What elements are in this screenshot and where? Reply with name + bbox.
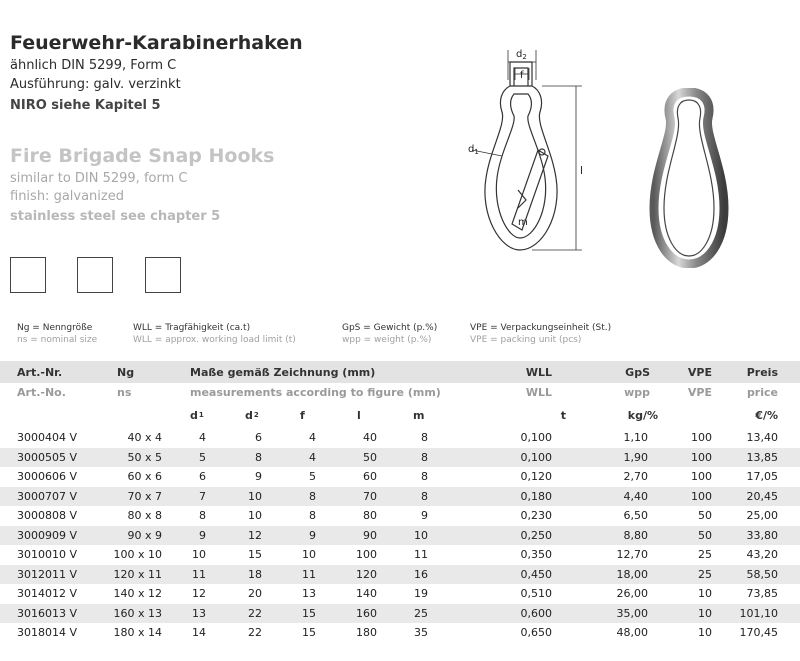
cell-m: 11	[414, 548, 428, 562]
cell-f: 8	[309, 489, 316, 503]
cell-d2: 10	[248, 489, 262, 503]
unit-gps-kg: kg/%	[627, 408, 658, 422]
cell-wll: 0,510	[520, 587, 552, 601]
cell-gps: 1,90	[623, 450, 648, 464]
cell-art-nr: 3014012 V	[17, 587, 78, 601]
cell-ng: 50 x 5	[127, 450, 162, 464]
cell-art-nr: 3000808 V	[17, 509, 78, 523]
drawing-label-d1: $d_1$	[468, 144, 479, 156]
cell-gps: 4,40	[623, 489, 648, 503]
cell-vpe: 10	[698, 626, 712, 640]
cell-d1: 12	[192, 587, 206, 601]
cell-l: 50	[363, 450, 377, 464]
table-row	[0, 565, 800, 585]
cell-d1: 14	[192, 626, 206, 640]
header-measurements: measurements according to figure (mm)	[190, 386, 441, 399]
subtitle-english-finish: finish: galvanized	[10, 189, 124, 204]
cell-ng: 40 x 4	[127, 431, 162, 445]
table-row	[0, 526, 800, 546]
cell-gps: 18,00	[616, 567, 648, 581]
cell-l: 90	[363, 528, 377, 542]
cell-wll: 0,650	[520, 626, 552, 640]
cell-f: 9	[309, 528, 316, 542]
unit-f: f	[300, 408, 305, 422]
cell-ng: 60 x 6	[127, 470, 162, 484]
header-wpp: wpp	[624, 386, 650, 399]
cell-vpe: 50	[698, 509, 712, 523]
cell-d1: 5	[199, 450, 206, 464]
cell-gps: 6,50	[623, 509, 648, 523]
cell-art-nr: 3018014 V	[17, 626, 78, 640]
drawing-label-d2: $d_2$	[516, 49, 527, 61]
cell-vpe: 25	[698, 567, 712, 581]
cell-d1: 7	[199, 489, 206, 503]
cell-art-nr: 3000909 V	[17, 528, 78, 542]
header-vpe-en: VPE	[687, 386, 712, 399]
cell-vpe: 100	[691, 489, 712, 503]
cell-m: 8	[421, 470, 428, 484]
cell-l: 80	[363, 509, 377, 523]
cell-vpe: 25	[698, 548, 712, 562]
cell-d1: 11	[192, 567, 206, 581]
cell-gps: 8,80	[623, 528, 648, 542]
cell-ng: 140 x 12	[113, 587, 162, 601]
cell-f: 15	[302, 626, 316, 640]
cell-d2: 9	[255, 470, 262, 484]
unit-m: m	[413, 408, 425, 422]
subtitle-german-stainless: NIRO siehe Kapitel 5	[10, 98, 161, 113]
cell-d2: 10	[248, 509, 262, 523]
cell-m: 35	[414, 626, 428, 640]
cell-gps: 2,70	[623, 470, 648, 484]
cell-ng: 80 x 8	[127, 509, 162, 523]
cell-wll: 0,250	[520, 528, 552, 542]
product-table	[0, 361, 800, 643]
table-row	[0, 428, 800, 448]
table-header-units	[0, 402, 800, 428]
cell-d2: 22	[248, 606, 262, 620]
subtitle-german-standard: ähnlich DIN 5299, Form C	[10, 58, 177, 73]
table-row	[0, 623, 800, 643]
cell-wll: 0,230	[520, 509, 552, 523]
cell-art-nr: 3000505 V	[17, 450, 78, 464]
cell-vpe: 10	[698, 587, 712, 601]
snap-hook-product-photo	[648, 88, 730, 268]
cell-d2: 6	[255, 431, 262, 445]
cell-d2: 18	[248, 567, 262, 581]
cell-f: 10	[302, 548, 316, 562]
cell-ng: 90 x 9	[127, 528, 162, 542]
subtitle-english-standard: similar to DIN 5299, form C	[10, 171, 188, 186]
header-wll-en: WLL	[525, 386, 552, 399]
cell-gps: 48,00	[616, 626, 648, 640]
certificate-box-1	[10, 257, 46, 293]
cell-art-nr: 3000606 V	[17, 470, 78, 484]
header-ng: Ng	[117, 365, 135, 379]
cell-l: 120	[356, 567, 377, 581]
header-gps: GpS	[625, 365, 650, 379]
cell-wll: 0,350	[520, 548, 552, 562]
unit-d1: d 1	[190, 408, 204, 422]
certificate-box-3	[145, 257, 181, 293]
drawing-label-m: m	[518, 217, 528, 228]
table-row	[0, 604, 800, 624]
cell-price: 43,20	[746, 548, 778, 562]
cell-d2: 20	[248, 587, 262, 601]
cell-l: 40	[363, 431, 377, 445]
cell-d2: 12	[248, 528, 262, 542]
cell-gps: 26,00	[616, 587, 648, 601]
cell-price: 73,85	[746, 587, 778, 601]
table-row	[0, 448, 800, 468]
cell-vpe: 100	[691, 431, 712, 445]
cell-vpe: 10	[698, 606, 712, 620]
subtitle-german-finish: Ausführung: galv. verzinkt	[10, 77, 181, 92]
cell-d1: 6	[199, 470, 206, 484]
cell-vpe: 100	[691, 470, 712, 484]
legend-ng-german: Ng = Nenngröße	[17, 323, 93, 333]
legend-ng-english: ns = nominal size	[17, 335, 98, 345]
cell-art-nr: 3016013 V	[17, 606, 78, 620]
cell-wll: 0,180	[520, 489, 552, 503]
cell-m: 16	[414, 567, 428, 581]
cell-m: 8	[421, 450, 428, 464]
cell-m: 25	[414, 606, 428, 620]
cell-price: 101,10	[739, 606, 778, 620]
unit-wll-t: t	[560, 408, 566, 422]
cell-vpe: 100	[691, 450, 712, 464]
unit-d2: d 2	[245, 408, 259, 422]
cell-price: 58,50	[746, 567, 778, 581]
cell-price: 33,80	[746, 528, 778, 542]
cell-m: 9	[421, 509, 428, 523]
cell-d2: 8	[255, 450, 262, 464]
header-price-en: price	[746, 386, 778, 399]
cell-price: 17,05	[746, 470, 778, 484]
header-art-nr: Art.-Nr.	[17, 365, 63, 379]
header-wll: WLL	[525, 365, 552, 379]
cell-vpe: 50	[698, 528, 712, 542]
table-row	[0, 506, 800, 526]
cell-ng: 100 x 10	[113, 548, 162, 562]
header-price: Preis	[746, 365, 778, 379]
cell-gps: 12,70	[616, 548, 648, 562]
legend-gps-english: wpp = weight (p.%)	[342, 335, 432, 345]
table-row	[0, 487, 800, 507]
header-dimensions: Maße gemäß Zeichnung (mm)	[190, 365, 376, 379]
cell-f: 5	[309, 470, 316, 484]
cell-l: 100	[356, 548, 377, 562]
cell-art-nr: 3012011 V	[17, 567, 78, 581]
cell-ng: 180 x 14	[113, 626, 162, 640]
cell-l: 160	[356, 606, 377, 620]
cell-f: 8	[309, 509, 316, 523]
cell-f: 15	[302, 606, 316, 620]
cell-wll: 0,120	[520, 470, 552, 484]
title-german: Feuerwehr-Karabinerhaken	[10, 32, 303, 54]
cell-wll: 0,450	[520, 567, 552, 581]
cell-price: 25,00	[746, 509, 778, 523]
cell-f: 4	[309, 431, 316, 445]
unit-l: l	[357, 408, 361, 422]
legend-wll-english: WLL = approx. working load limit (t)	[133, 335, 296, 345]
snap-hook-technical-drawing	[462, 40, 602, 265]
cell-m: 8	[421, 489, 428, 503]
cell-f: 13	[302, 587, 316, 601]
unit-price-eur: €/%	[755, 408, 778, 422]
cell-price: 13,40	[746, 431, 778, 445]
drawing-label-f: f	[520, 70, 524, 81]
subtitle-english-stainless: stainless steel see chapter 5	[10, 209, 221, 224]
cell-d2: 15	[248, 548, 262, 562]
cell-art-nr: 3010010 V	[17, 548, 78, 562]
cell-m: 8	[421, 431, 428, 445]
legend-gps-german: GpS = Gewicht (p.%)	[342, 323, 438, 333]
cell-ng: 120 x 11	[113, 567, 162, 581]
legend-vpe-german: VPE = Verpackungseinheit (St.)	[470, 323, 612, 333]
cell-d1: 13	[192, 606, 206, 620]
table-header-english	[0, 383, 800, 402]
header-art-no: Art.-No.	[17, 386, 66, 399]
legend-vpe-english: VPE = packing unit (pcs)	[470, 335, 582, 345]
cell-d1: 9	[199, 528, 206, 542]
cell-d1: 8	[199, 509, 206, 523]
cell-f: 11	[302, 567, 316, 581]
cell-l: 60	[363, 470, 377, 484]
legend-wll-german: WLL = Tragfähigkeit (ca.t)	[133, 323, 251, 333]
cell-ng: 70 x 7	[127, 489, 162, 503]
cell-price: 20,45	[746, 489, 778, 503]
cell-wll: 0,100	[520, 450, 552, 464]
cell-d1: 4	[199, 431, 206, 445]
table-row	[0, 545, 800, 565]
certificate-box-2	[77, 257, 113, 293]
title-english: Fire Brigade Snap Hooks	[10, 145, 275, 167]
cell-l: 180	[356, 626, 377, 640]
cell-m: 10	[414, 528, 428, 542]
header-vpe: VPE	[687, 365, 712, 379]
cell-l: 140	[356, 587, 377, 601]
cell-ng: 160 x 13	[113, 606, 162, 620]
cell-gps: 1,10	[623, 431, 648, 445]
cell-d1: 10	[192, 548, 206, 562]
cell-gps: 35,00	[616, 606, 648, 620]
cell-d2: 22	[248, 626, 262, 640]
cell-price: 170,45	[739, 626, 778, 640]
cell-m: 19	[414, 587, 428, 601]
cell-art-nr: 3000404 V	[17, 431, 78, 445]
cell-price: 13,85	[746, 450, 778, 464]
cell-wll: 0,600	[520, 606, 552, 620]
cell-art-nr: 3000707 V	[17, 489, 78, 503]
drawing-label-l: l	[580, 164, 584, 177]
cell-f: 4	[309, 450, 316, 464]
table-row	[0, 584, 800, 604]
cell-l: 70	[363, 489, 377, 503]
table-header-german	[0, 361, 800, 383]
cell-wll: 0,100	[520, 431, 552, 445]
table-row	[0, 467, 800, 487]
table-body	[0, 428, 800, 643]
header-ns: ns	[117, 386, 132, 399]
